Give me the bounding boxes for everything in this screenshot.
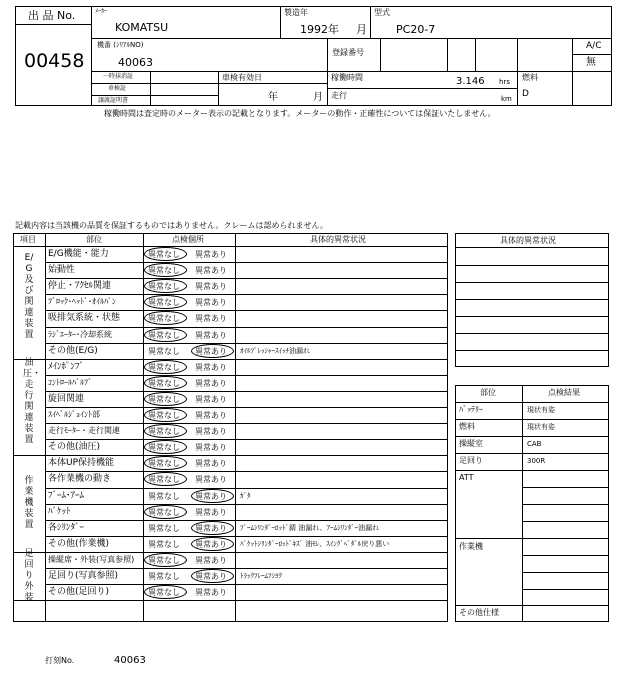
normal-circle-mark bbox=[144, 295, 187, 309]
side-row-part: 操縦室 bbox=[459, 439, 483, 448]
normal-option[interactable]: 異常なし bbox=[148, 459, 180, 468]
normal-circle-mark bbox=[144, 328, 187, 342]
normal-option[interactable]: 異常なし bbox=[148, 475, 180, 484]
row-part-label: その他(作業機) bbox=[48, 539, 110, 549]
normal-option[interactable]: 異常なし bbox=[148, 508, 180, 517]
mileage-label: 走行 bbox=[331, 91, 347, 100]
abnormal-option[interactable]: 異常あり bbox=[195, 540, 227, 549]
abnormal-circle-mark bbox=[191, 489, 234, 503]
abnormal-option[interactable]: 異常あり bbox=[195, 379, 227, 388]
transfer-cert-label: 譲渡証明書 bbox=[98, 97, 129, 104]
normal-option[interactable]: 異常なし bbox=[148, 556, 180, 565]
inspection-label: 車検有効日 bbox=[222, 73, 262, 82]
normal-circle-mark bbox=[144, 311, 187, 325]
other-spec-label: その他仕様 bbox=[459, 608, 499, 617]
normal-circle-mark bbox=[144, 360, 187, 374]
ac-label: A/C bbox=[586, 41, 602, 51]
hours-label: 稼働時間 bbox=[331, 73, 363, 82]
year-unit: 年 bbox=[328, 23, 339, 36]
abnormal-option[interactable]: 異常あり bbox=[195, 459, 227, 468]
serial-value: 40063 bbox=[118, 56, 153, 69]
row-part-label: 各作業機の動き bbox=[48, 474, 112, 484]
abnormal-circle-mark bbox=[191, 521, 234, 535]
hours-note: 稼働時間は査定時のメーター表示の記載となります。メーターの動作・正確性については保証いたしません。 bbox=[104, 109, 496, 118]
normal-circle-mark bbox=[144, 408, 187, 422]
abnormal-option[interactable]: 異常あり bbox=[195, 347, 227, 356]
fuel-value: D bbox=[522, 89, 529, 99]
side-row-part: 燃料 bbox=[459, 422, 475, 431]
row-part-label: 吸排気系統・状態 bbox=[48, 313, 121, 323]
normal-circle-mark bbox=[144, 247, 187, 261]
side-row-part: ﾊﾞｯﾃﾘｰ bbox=[459, 405, 483, 414]
row-part-label: 各ｼﾘﾝﾀﾞｰ bbox=[48, 523, 85, 533]
serial-label: 機番 (ｼﾘｱﾙNO) bbox=[97, 41, 144, 49]
model-value: PC20-7 bbox=[396, 23, 436, 36]
side-row-result: 300R bbox=[527, 457, 546, 465]
normal-option[interactable]: 異常なし bbox=[148, 347, 180, 356]
abnormal-option[interactable]: 異常あり bbox=[195, 282, 227, 291]
normal-option[interactable]: 異常なし bbox=[148, 411, 180, 420]
inspection-month-unit: 月 bbox=[313, 92, 323, 103]
normal-option[interactable]: 異常なし bbox=[148, 331, 180, 340]
col-part: 部位 bbox=[86, 235, 102, 244]
group-label: 油圧・走行関連装置 bbox=[23, 358, 42, 445]
row-part-label: 旋回関連 bbox=[48, 394, 85, 404]
normal-option[interactable]: 異常なし bbox=[148, 363, 180, 372]
abnormal-option[interactable]: 異常あり bbox=[195, 427, 227, 436]
group-label: 足回り外装 bbox=[24, 549, 34, 603]
normal-circle-mark bbox=[144, 424, 187, 438]
group-label: 作業機装置 bbox=[24, 476, 34, 530]
normal-circle-mark bbox=[144, 456, 187, 470]
normal-option[interactable]: 異常なし bbox=[148, 524, 180, 533]
item-no-label: 出 品 No. bbox=[28, 9, 76, 22]
row-detail: ｵｲﾙﾌﾟﾚｯｼｬｰｽｲｯﾁ油漏れ bbox=[240, 347, 310, 355]
row-part-label: その他(油圧) bbox=[48, 442, 101, 452]
normal-option[interactable]: 異常なし bbox=[148, 250, 180, 259]
group-label: E/G及び関連装置 bbox=[24, 253, 34, 340]
temp-cert-label: 一時抹消証 bbox=[103, 73, 134, 80]
side-col-part: 部位 bbox=[480, 388, 496, 397]
disclaimer: 記載内容は当該機の品質を保証するものではありません。クレームは認められません。 bbox=[15, 221, 328, 230]
abnormal-option[interactable]: 異常あり bbox=[195, 314, 227, 323]
normal-circle-mark bbox=[144, 263, 187, 277]
row-part-label: 停止・ｱｸｾﾙ関連 bbox=[48, 281, 112, 291]
normal-option[interactable]: 異常なし bbox=[148, 379, 180, 388]
abnormal-option[interactable]: 異常あり bbox=[195, 298, 227, 307]
normal-circle-mark bbox=[144, 440, 187, 454]
abnormal-circle-mark bbox=[191, 537, 234, 551]
normal-option[interactable]: 異常なし bbox=[148, 282, 180, 291]
abnormal-option[interactable]: 異常あり bbox=[195, 475, 227, 484]
side-row-result: 現状有姿 bbox=[527, 423, 555, 431]
normal-circle-mark bbox=[144, 392, 187, 406]
stamp-label: 打刻No. bbox=[45, 656, 75, 665]
abnormal-option[interactable]: 異常あり bbox=[195, 411, 227, 420]
normal-circle-mark bbox=[144, 472, 187, 486]
normal-option[interactable]: 異常なし bbox=[148, 492, 180, 501]
abnormal-option[interactable]: 異常あり bbox=[195, 395, 227, 404]
col-item: 項目 bbox=[20, 235, 36, 244]
normal-option[interactable]: 異常なし bbox=[148, 443, 180, 452]
abnormal-option[interactable]: 異常あり bbox=[195, 266, 227, 275]
normal-option[interactable]: 異常なし bbox=[148, 314, 180, 323]
abnormal-option[interactable]: 異常あり bbox=[195, 492, 227, 501]
normal-circle-mark bbox=[144, 553, 187, 567]
hours-value: 3.146 bbox=[456, 76, 485, 87]
model-label: 型式 bbox=[374, 8, 390, 17]
row-detail: ﾄﾗｯｸﾌﾚｰﾑﾌｼﾖｸ bbox=[240, 572, 282, 580]
abnormal-option[interactable]: 異常あり bbox=[195, 443, 227, 452]
row-part-label: 走行ﾓｰﾀｰ・走行関連 bbox=[48, 426, 120, 435]
side-row-result: CAB bbox=[527, 440, 542, 448]
row-part-label: ﾌﾞﾛｯｸ･ﾍｯﾄﾞ･ｵｲﾙﾊﾟﾝ bbox=[48, 297, 116, 306]
row-detail: ﾊﾞｹｯﾄｼﾘﾝﾀﾞｰﾛｯﾄﾞｷｽﾞ 油ﾓﾚ、ｽｲﾝｸﾞﾍﾟﾀﾞﾙ戻り悪い bbox=[240, 540, 390, 548]
year-value: 1992 bbox=[300, 23, 328, 36]
row-part-label: 操縦席・外装(写真参照) bbox=[48, 555, 135, 564]
abnormal-option[interactable]: 異常あり bbox=[195, 250, 227, 259]
row-part-label: ｽｲﾍﾞﾙｼﾞｮｲﾝﾄ部 bbox=[48, 410, 100, 419]
normal-option[interactable]: 異常なし bbox=[148, 395, 180, 404]
row-detail: ﾌﾞｰﾑｼﾘﾝﾀﾞｰﾛｯﾄﾞ錆 油漏れ、ｱｰﾑｼﾘﾝﾀﾞｰ油漏れ bbox=[240, 524, 380, 532]
year-label: 製造年 bbox=[284, 8, 308, 17]
work-machine-label: 作業機 bbox=[459, 542, 483, 551]
abnormal-option[interactable]: 異常あり bbox=[195, 556, 227, 565]
abnormal-circle-mark bbox=[191, 569, 234, 583]
abnormal-circle-mark bbox=[191, 344, 234, 358]
row-part-label: その他(E/G) bbox=[48, 346, 98, 356]
abnormal-option[interactable]: 異常あり bbox=[195, 508, 227, 517]
abnormal-option[interactable]: 異常あり bbox=[195, 524, 227, 533]
col-check: 点検個所 bbox=[172, 235, 204, 244]
mileage-unit: km bbox=[501, 95, 512, 103]
normal-circle-mark bbox=[144, 279, 187, 293]
normal-circle-mark bbox=[144, 505, 187, 519]
normal-option[interactable]: 異常なし bbox=[148, 298, 180, 307]
normal-circle-mark bbox=[144, 585, 187, 599]
ac-value: 無 bbox=[586, 57, 596, 68]
abnormal-option[interactable]: 異常あり bbox=[195, 363, 227, 372]
abnormal-option[interactable]: 異常あり bbox=[195, 572, 227, 581]
abnormal-option[interactable]: 異常あり bbox=[195, 331, 227, 340]
row-detail: ｶﾞﾀ bbox=[240, 492, 251, 500]
fuel-label: 燃料 bbox=[522, 73, 538, 82]
vehicle-cert-label: 車検証 bbox=[108, 85, 127, 92]
month-unit: 月 bbox=[356, 23, 367, 36]
normal-option[interactable]: 異常なし bbox=[148, 266, 180, 275]
row-part-label: ﾌﾞｰﾑ･ｱｰﾑ bbox=[48, 491, 85, 501]
normal-circle-mark bbox=[144, 376, 187, 390]
row-part-label: 足回り(写真参照) bbox=[48, 571, 119, 581]
normal-option[interactable]: 異常なし bbox=[148, 427, 180, 436]
row-part-label: その他(足回り) bbox=[48, 587, 110, 597]
col-detail: 具体的異常状況 bbox=[310, 235, 366, 244]
row-part-label: 本体UP保持機能 bbox=[48, 458, 115, 468]
att-label: ATT bbox=[459, 473, 474, 482]
inspection-year-unit: 年 bbox=[268, 92, 278, 103]
row-part-label: ﾗｼﾞｴｰﾀｰ･冷却系統 bbox=[48, 330, 112, 339]
row-part-label: 始動性 bbox=[48, 265, 76, 275]
row-part-label: ﾒｲﾝﾎﾟﾝﾌﾟ bbox=[48, 362, 85, 372]
normal-option[interactable]: 異常なし bbox=[148, 572, 180, 581]
row-part-label: ｺﾝﾄﾛｰﾙﾊﾞﾙﾌﾞ bbox=[48, 378, 92, 387]
normal-option[interactable]: 異常なし bbox=[148, 588, 180, 597]
maker-value: KOMATSU bbox=[115, 21, 169, 34]
side-row-result: 現状有姿 bbox=[527, 406, 555, 414]
reg-label: 登録番号 bbox=[332, 48, 364, 57]
normal-option[interactable]: 異常なし bbox=[148, 540, 180, 549]
row-part-label: E/G機能・能力 bbox=[48, 249, 109, 259]
maker-label: ﾒｰｶｰ bbox=[95, 8, 108, 15]
hours-unit: hrs bbox=[499, 78, 510, 86]
item-no: 00458 bbox=[24, 50, 85, 72]
stamp-value: 40063 bbox=[114, 655, 146, 666]
abnormal-option[interactable]: 異常あり bbox=[195, 588, 227, 597]
side-row-part: 足回り bbox=[459, 456, 483, 465]
side-detail-header: 具体的異常状況 bbox=[500, 236, 556, 245]
side-col-result: 点検結果 bbox=[548, 388, 580, 397]
row-part-label: ﾊﾞｹｯﾄ bbox=[48, 507, 71, 517]
